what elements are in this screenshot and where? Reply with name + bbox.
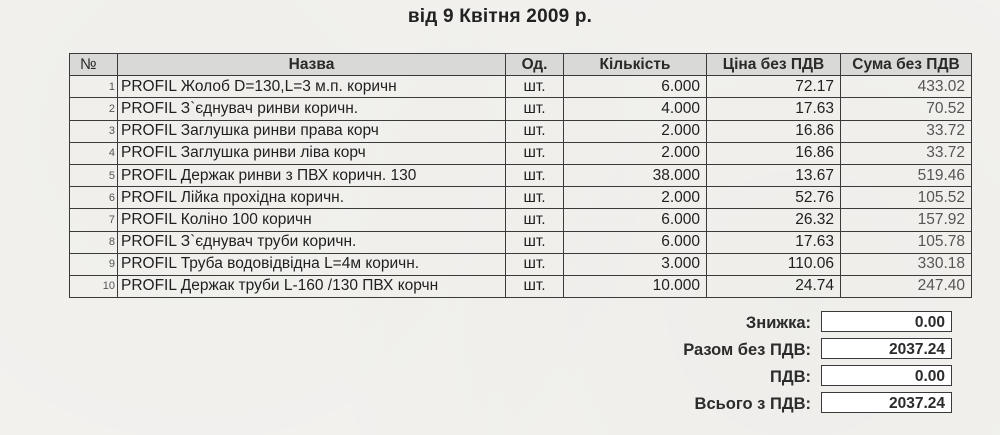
row-sum: 105.52 (841, 187, 972, 209)
row-quantity: 38.000 (564, 164, 707, 186)
totals-block (596, 311, 952, 419)
grand-total-value: 2037.24 (821, 392, 952, 413)
row-name: PROFIL Держак труби L-160 /130 ПВХ корчн (118, 275, 506, 297)
row-unit: шт. (506, 98, 564, 120)
document-date: від 9 Квітня 2009 р. (407, 6, 593, 27)
table-row (70, 164, 972, 186)
row-name: PROFIL З`єднувач труби коричн. (118, 231, 506, 253)
vat-label: ПДВ: (769, 368, 811, 386)
table-row (70, 120, 972, 142)
row-unit: шт. (506, 142, 564, 164)
table-row (70, 142, 972, 164)
row-quantity: 2.000 (564, 142, 707, 164)
row-price: 16.86 (707, 142, 841, 164)
row-price: 110.06 (707, 253, 841, 275)
total-row-grand (596, 392, 952, 419)
table-row (70, 209, 972, 231)
row-quantity: 3.000 (564, 253, 707, 275)
row-name: PROFIL Жолоб D=130,L=3 м.п. коричн (118, 76, 506, 98)
row-unit: шт. (506, 187, 564, 209)
table-row (70, 187, 972, 209)
row-price: 26.32 (707, 209, 841, 231)
row-number: 5 (70, 164, 118, 186)
row-unit: шт. (506, 209, 564, 231)
row-name: PROFIL Заглушка ринви ліва корч (118, 142, 506, 164)
row-sum: 519.46 (841, 164, 972, 186)
row-sum: 33.72 (841, 142, 972, 164)
row-quantity: 6.000 (564, 76, 707, 98)
row-number: 6 (70, 187, 118, 209)
total-row-subtotal (596, 338, 952, 365)
row-price: 17.63 (707, 231, 841, 253)
header-number: № (70, 54, 118, 76)
row-number: 3 (70, 120, 118, 142)
header-price: Ціна без ПДВ (707, 54, 841, 76)
row-number: 8 (70, 231, 118, 253)
row-unit: шт. (506, 275, 564, 297)
row-number: 1 (70, 76, 118, 98)
row-price: 16.86 (707, 120, 841, 142)
header-unit: Од. (506, 54, 564, 76)
row-unit: шт. (506, 164, 564, 186)
row-quantity: 2.000 (564, 187, 707, 209)
header-quantity: Кількість (564, 54, 707, 76)
row-price: 13.67 (707, 164, 841, 186)
header-sum: Сума без ПДВ (841, 54, 972, 76)
row-unit: шт. (506, 253, 564, 275)
row-number: 9 (70, 253, 118, 275)
row-name: PROFIL Заглушка ринви права корч (118, 120, 506, 142)
row-quantity: 2.000 (564, 120, 707, 142)
row-sum: 157.92 (841, 209, 972, 231)
subtotal-label: Разом без ПДВ: (683, 341, 811, 359)
table-row (70, 76, 972, 98)
total-row-discount (596, 311, 952, 338)
table-row (70, 231, 972, 253)
subtotal-value: 2037.24 (821, 338, 952, 359)
grand-total-label: Всього з ПДВ: (694, 395, 811, 413)
row-name: PROFIL З`єднувач ринви коричн. (118, 98, 506, 120)
table-header-row (70, 54, 972, 76)
row-sum: 330.18 (841, 253, 972, 275)
row-quantity: 10.000 (564, 275, 707, 297)
row-name: PROFIL Держак ринви з ПВХ коричн. 130 (118, 164, 506, 186)
items-table (69, 53, 972, 298)
row-price: 72.17 (707, 76, 841, 98)
row-unit: шт. (506, 231, 564, 253)
row-name: PROFIL Труба водовідвідна L=4м коричн. (118, 253, 506, 275)
row-price: 52.76 (707, 187, 841, 209)
row-sum: 33.72 (841, 120, 972, 142)
table-row (70, 253, 972, 275)
row-name: PROFIL Коліно 100 коричн (118, 209, 506, 231)
row-price: 17.63 (707, 98, 841, 120)
vat-value: 0.00 (821, 365, 952, 386)
row-sum: 105.78 (841, 231, 972, 253)
row-number: 2 (70, 98, 118, 120)
discount-label: Знижка: (745, 314, 811, 332)
row-quantity: 4.000 (564, 98, 707, 120)
row-unit: шт. (506, 120, 564, 142)
row-number: 7 (70, 209, 118, 231)
row-unit: шт. (506, 76, 564, 98)
row-sum: 70.52 (841, 98, 972, 120)
table-row (70, 275, 972, 297)
discount-value: 0.00 (821, 311, 952, 332)
row-quantity: 6.000 (564, 231, 707, 253)
row-name: PROFIL Лійка прохідна коричн. (118, 187, 506, 209)
header-name: Назва (118, 54, 506, 76)
row-sum: 433.02 (841, 76, 972, 98)
row-price: 24.74 (707, 275, 841, 297)
table-row (70, 98, 972, 120)
row-number: 10 (70, 275, 118, 297)
row-quantity: 6.000 (564, 209, 707, 231)
total-row-vat (596, 365, 952, 392)
row-number: 4 (70, 142, 118, 164)
row-sum: 247.40 (841, 275, 972, 297)
